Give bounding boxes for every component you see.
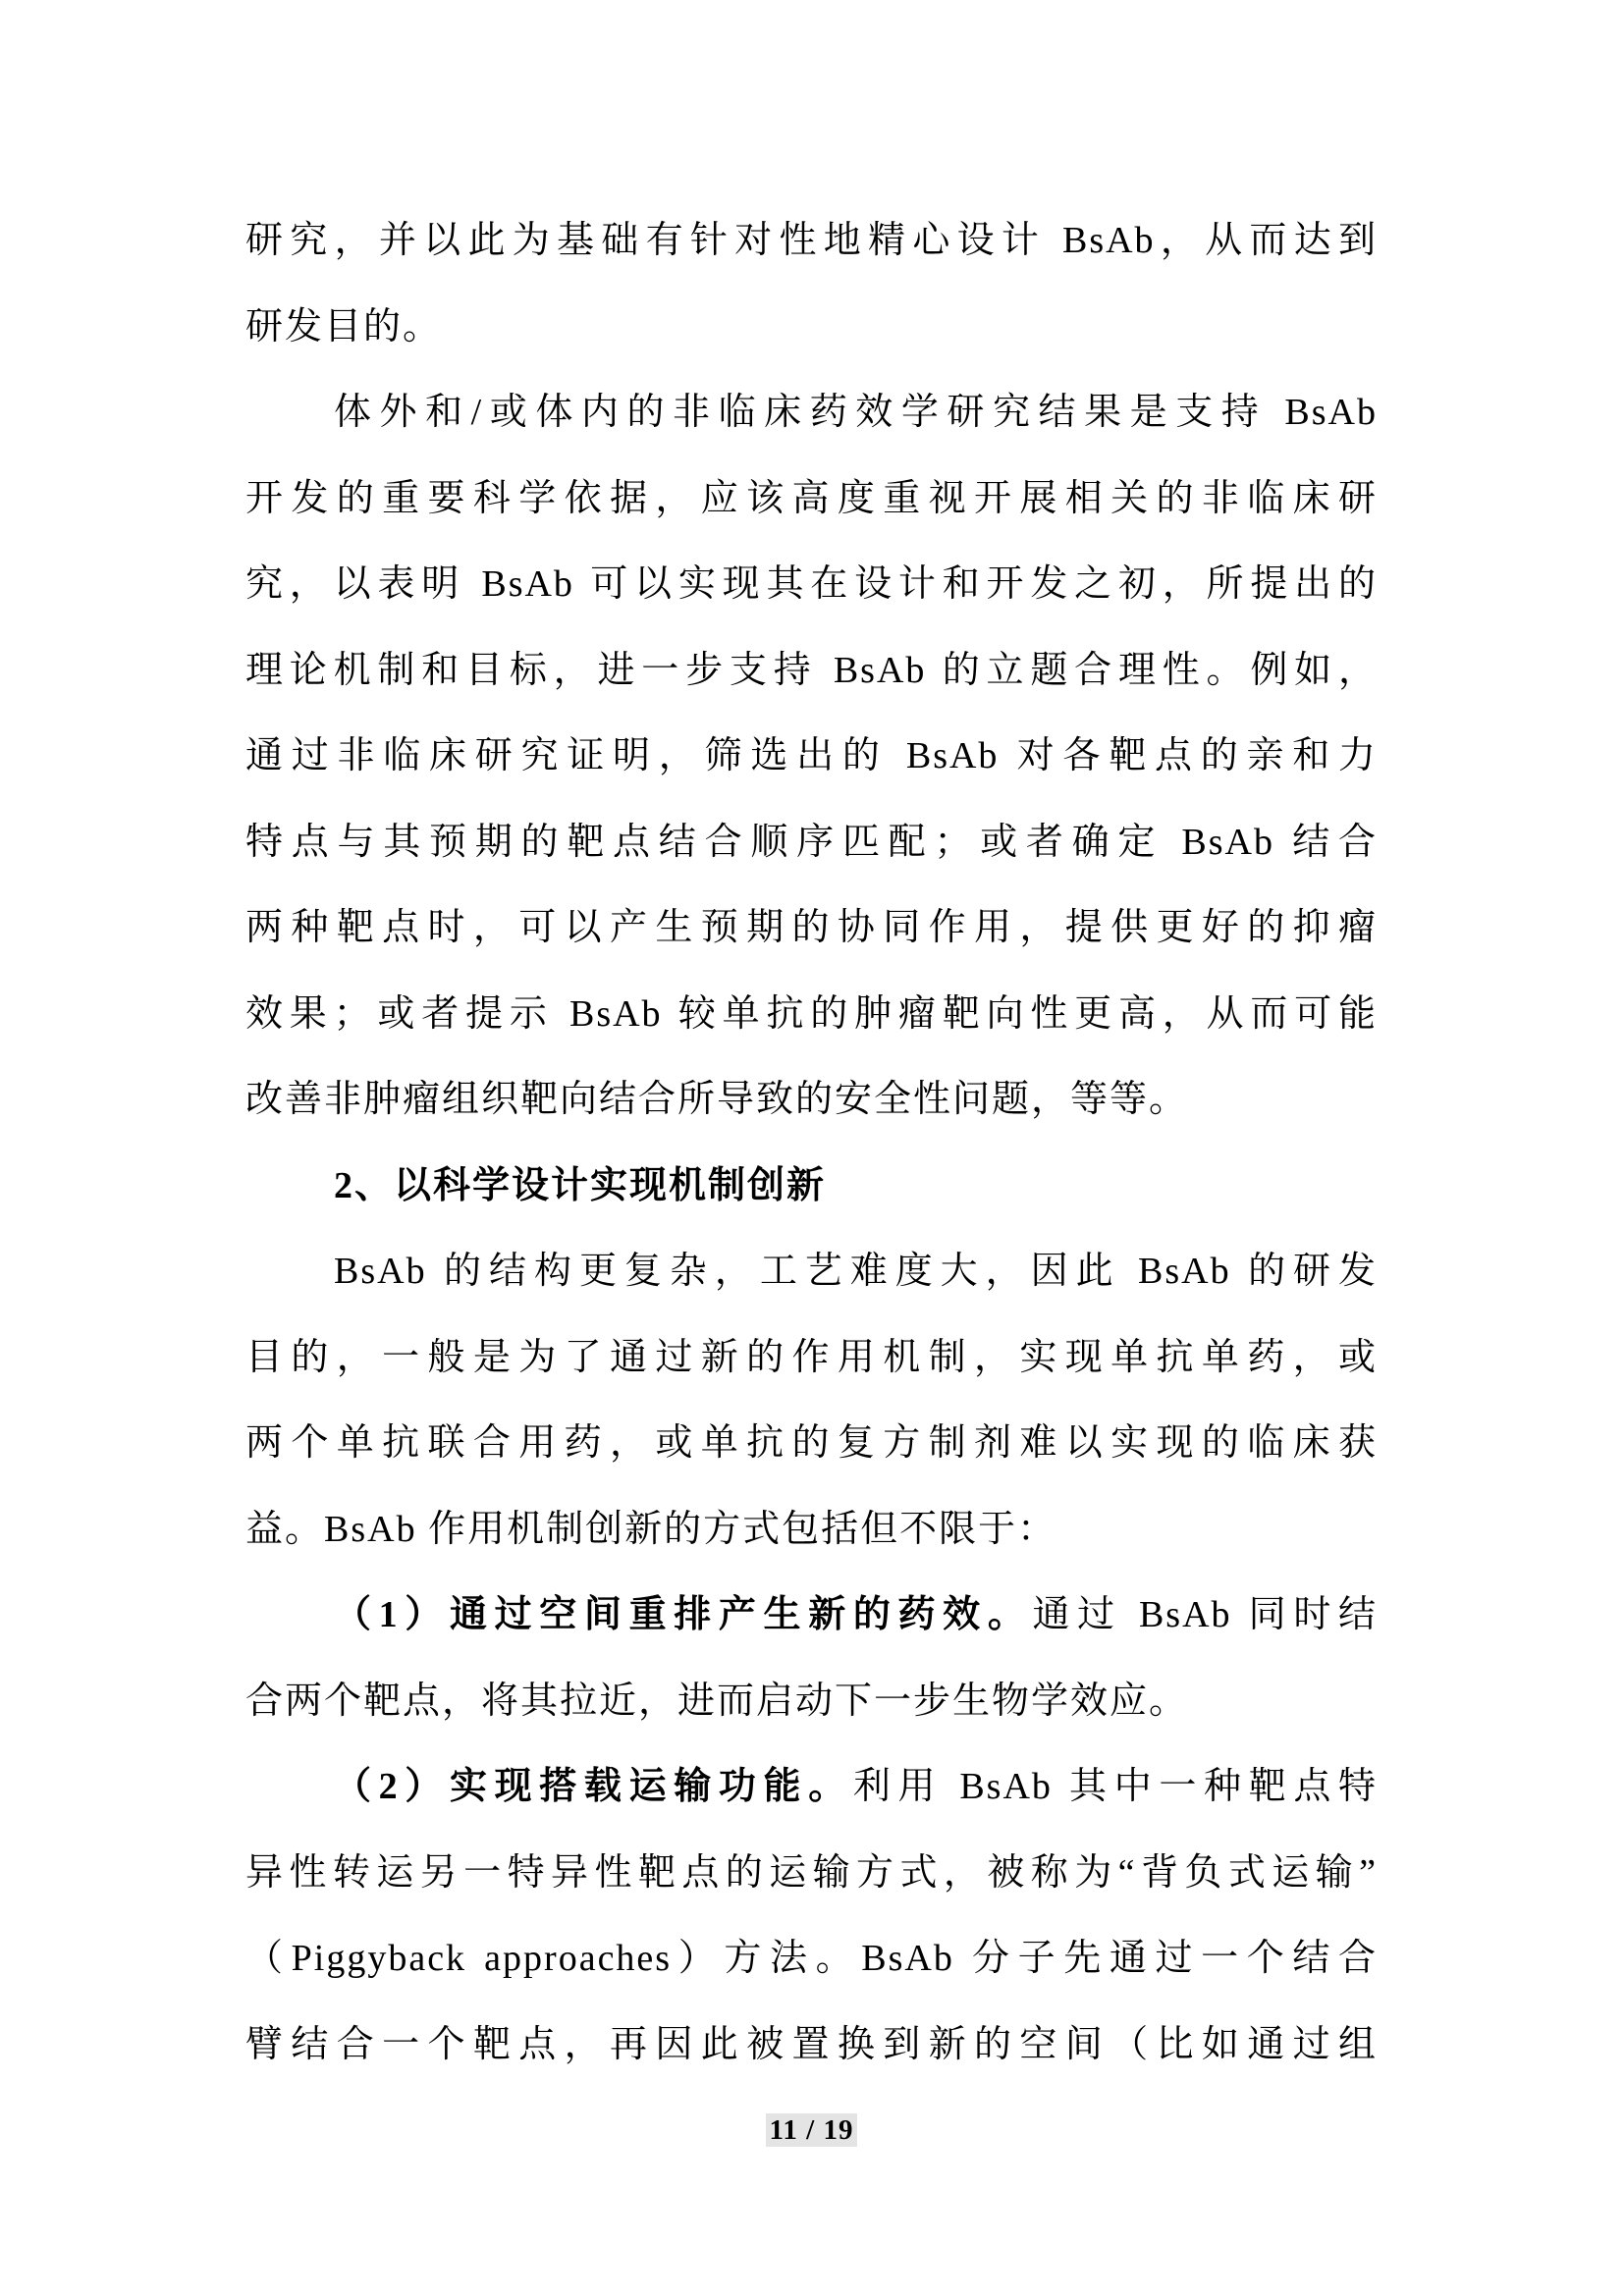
paragraph-line [245,800,1378,886]
paragraph-line [245,885,1378,972]
text-run: BsAb 的结构更复杂，工艺难度大，因此 BsAb 的研发 [334,1251,1378,1292]
section-heading-2 [245,1144,1378,1230]
bold-run: （2）实现搭载运输功能。 [334,1766,853,1807]
page-footer [245,2110,1378,2150]
text-run: 特点与其预期的靶点结合顺序匹配；或者确定 BsAb 结合 [245,821,1378,863]
text-run: （Piggyback approaches）方法。BsAb 分子先通过一个结合 [245,1938,1378,1979]
text-run: 究，以表明 BsAb 可以实现其在设计和开发之初，所提出的 [245,563,1378,605]
text-run: 两种靶点时，可以产生预期的协同作用，提供更好的抑瘤 [245,907,1378,948]
paragraph-line [245,1057,1378,1144]
paragraph-line [245,714,1378,800]
text-run: 研发目的。 [245,305,443,347]
paragraph-line [245,1229,1378,1315]
text-run: 通过非临床研究证明，筛选出的 BsAb 对各靶点的亲和力 [245,735,1378,776]
list-item-2-line [245,1744,1378,1831]
paragraph-line [245,198,1378,285]
paragraph-line [245,1401,1378,1487]
text-run: 研究，并以此为基础有针对性地精心设计 BsAb，从而达到 [245,220,1378,261]
text-run: 目的，一般是为了通过新的作用机制，实现单抗单药，或 [245,1336,1378,1378]
paragraph-line [245,456,1378,543]
text-run: 改善非肿瘤组织靶向结合所导致的安全性问题，等等。 [245,1079,1189,1120]
paragraph-line [245,1315,1378,1402]
paragraph-line [245,972,1378,1058]
paragraph-line [245,285,1378,371]
text-run: 理论机制和目标，进一步支持 BsAb 的立题合理性。例如， [245,649,1378,691]
text-run: 臂结合一个靶点，再因此被置换到新的空间（比如通过组 [245,2023,1378,2065]
page-number: 11 / 19 [766,2113,858,2147]
paragraph-line [245,370,1378,456]
document-body [245,198,1378,2088]
text-run: 体外和/或体内的非临床药效学研究结果是支持 BsAb [334,392,1378,433]
text-run: 通过 BsAb 同时结 [1032,1594,1378,1635]
list-item-1-line [245,1573,1378,1659]
paragraph-line [245,1659,1378,1745]
paragraph-line [245,628,1378,715]
text-run: 利用 BsAb 其中一种靶点特 [852,1766,1378,1807]
paragraph-line [245,542,1378,628]
bold-run: （1）通过空间重排产生新的药效。 [334,1594,1033,1635]
text-run: 两个单抗联合用药，或单抗的复方制剂难以实现的临床获 [245,1422,1378,1464]
heading-text: 2、以科学设计实现机制创新 [334,1164,827,1206]
text-run: 开发的重要科学依据，应该高度重视开展相关的非临床研 [245,477,1378,519]
paragraph-line [245,1487,1378,1574]
paragraph-line [245,1916,1378,2002]
paragraph-line [245,2002,1378,2089]
text-run: 异性转运另一特异性靶点的运输方式，被称为“背负式运输” [245,1851,1378,1894]
paragraph-line [245,1831,1378,1917]
text-run: 益。BsAb 作用机制创新的方式包括但不限于： [245,1508,1057,1550]
text-run: 效果；或者提示 BsAb 较单抗的肿瘤靶向性更高，从而可能 [245,992,1378,1035]
text-run: 合两个靶点，将其拉近，进而启动下一步生物学效应。 [245,1680,1189,1722]
